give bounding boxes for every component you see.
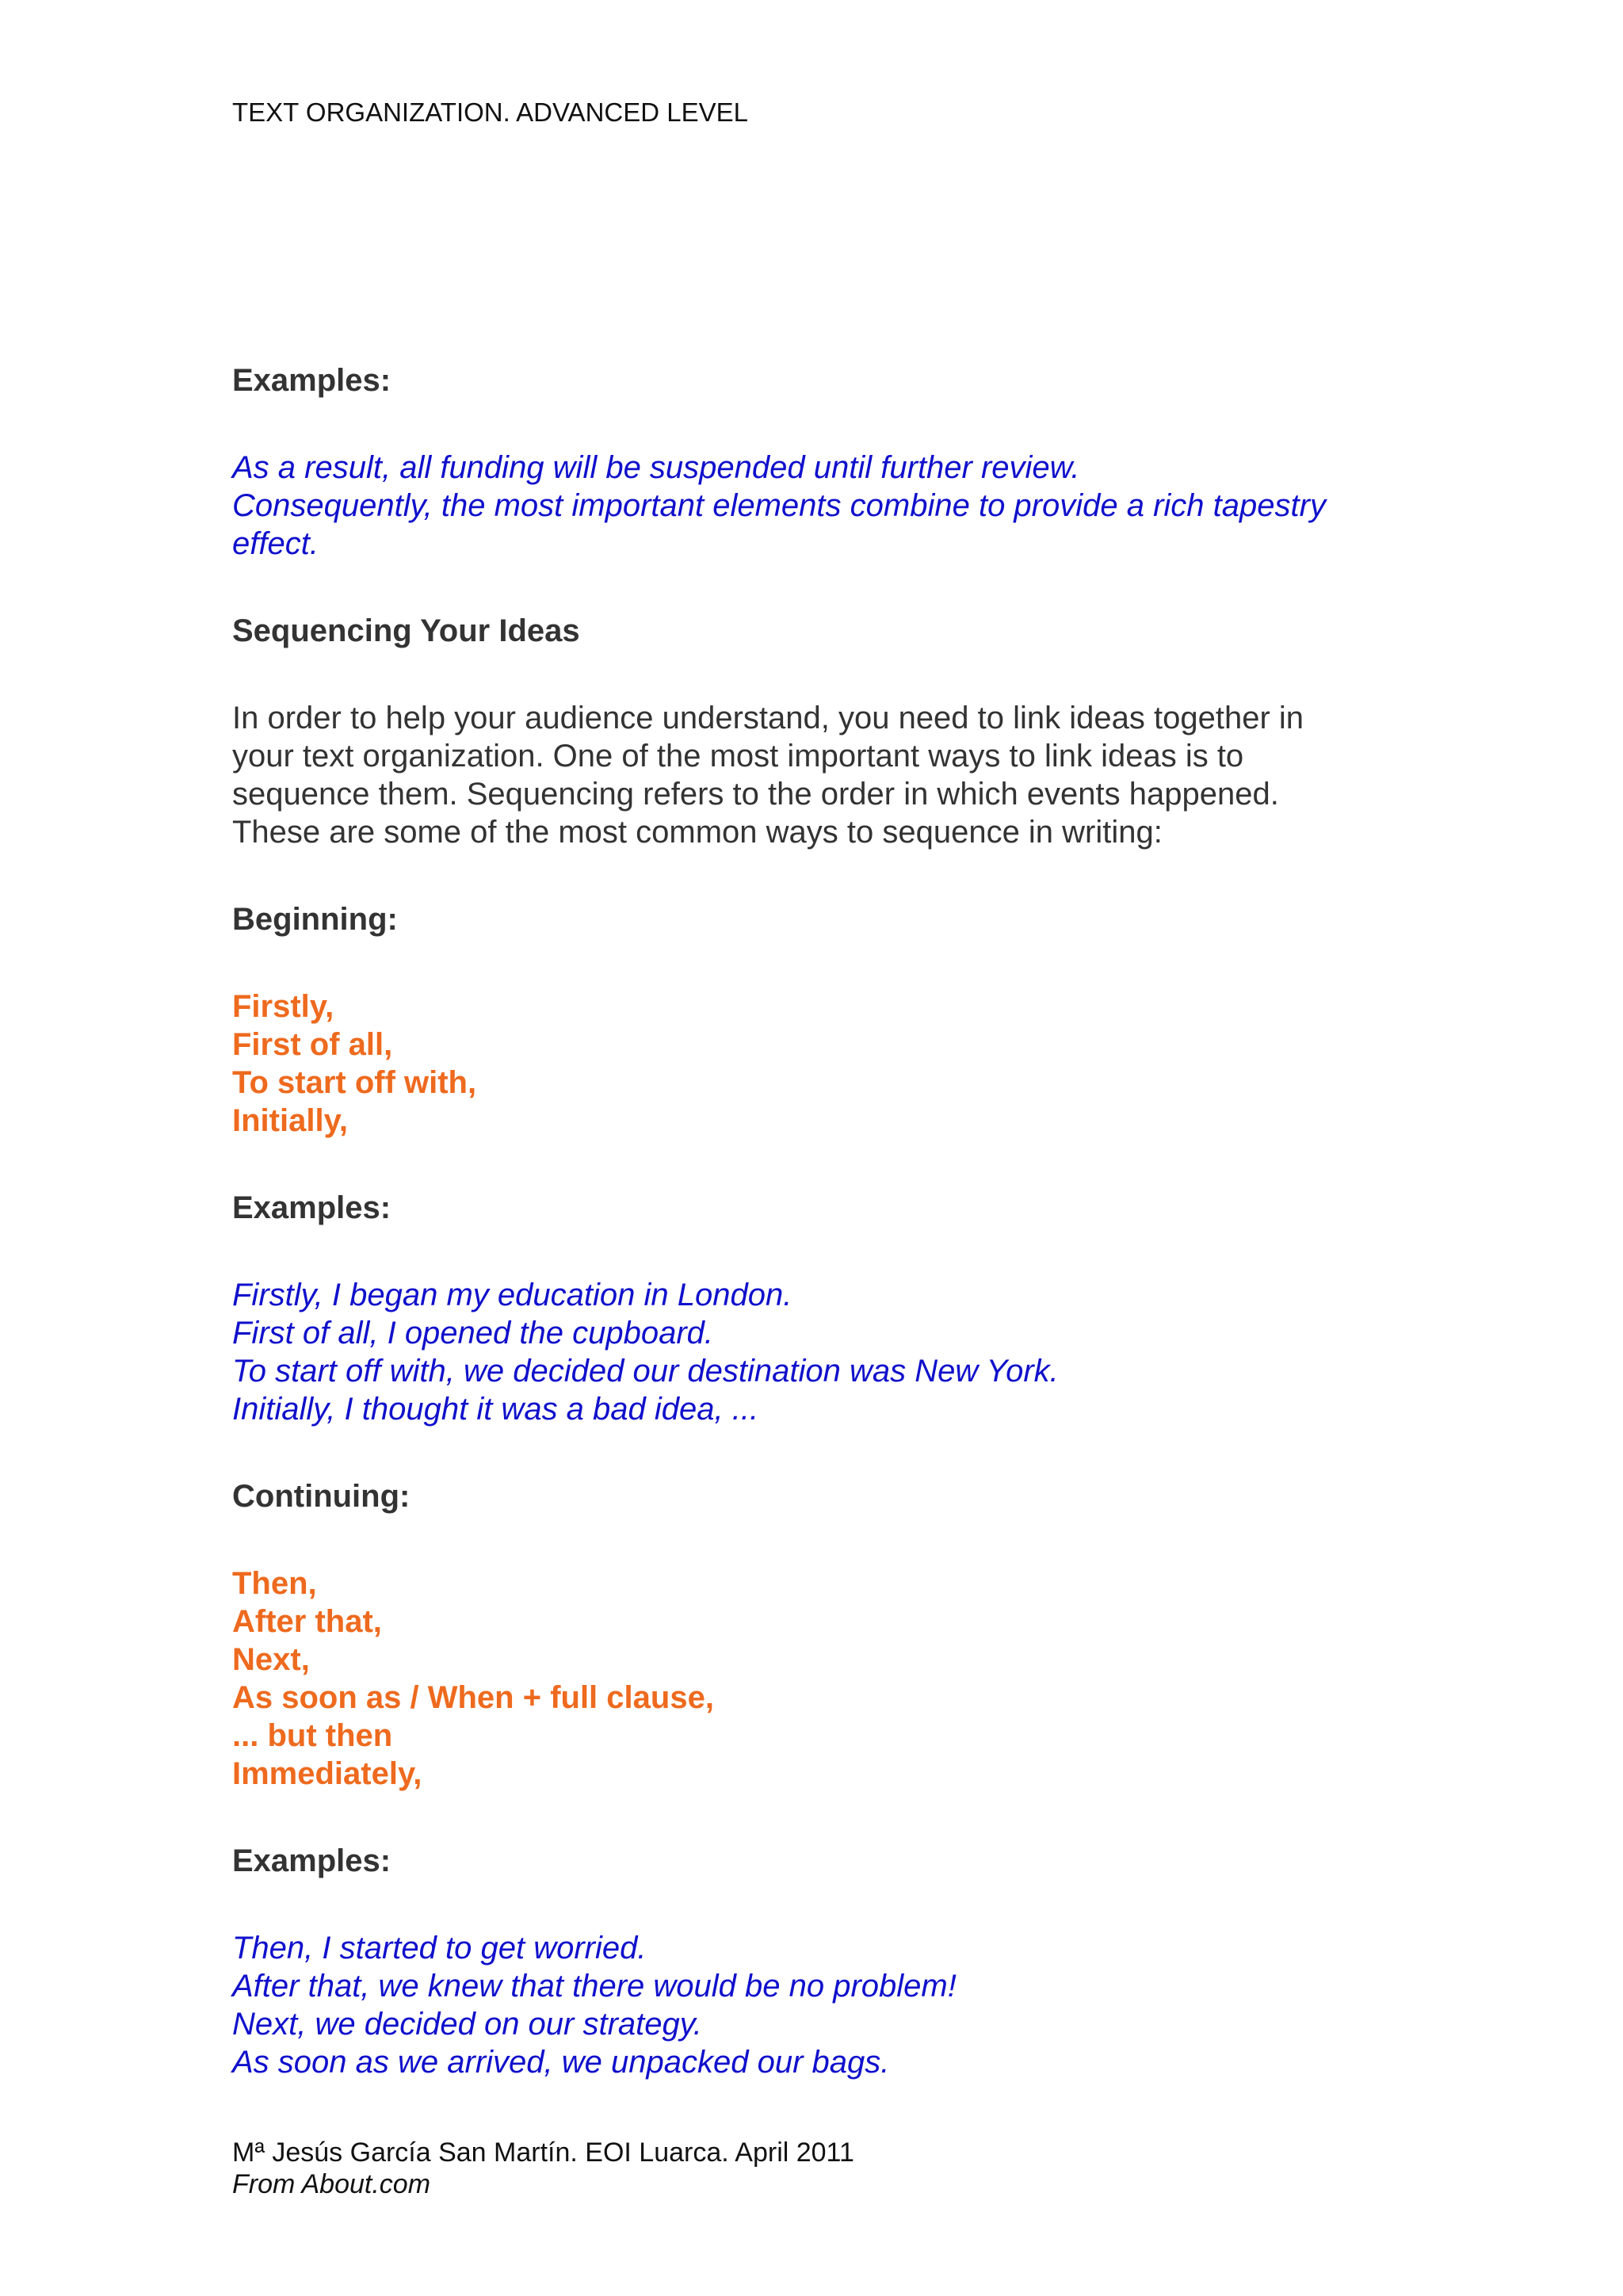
example-sentence: Consequently, the most important elements combine to provide a rich tapestry xyxy=(232,488,1326,523)
connector-phrase: Firstly, xyxy=(232,989,334,1024)
paragraph-line: In order to help your audience understand, you need to link ideas together in xyxy=(232,701,1304,735)
connector-phrase: Initially, xyxy=(232,1103,348,1138)
examples-list-2 xyxy=(232,1276,1389,1428)
examples-heading-2: Examples: xyxy=(232,1190,391,1225)
document-content xyxy=(232,361,1389,2081)
connector-phrase: Immediately, xyxy=(232,1756,422,1791)
example-sentence: After that, we knew that there would be no problem! xyxy=(232,1969,957,2004)
page-footer xyxy=(232,2137,854,2200)
connector-phrase: ... but then xyxy=(232,1718,393,1753)
example-sentence: Firstly, I began my education in London. xyxy=(232,1278,792,1312)
example-sentence: As a result, all funding will be suspended until further review. xyxy=(232,450,1080,485)
page-header-title: TEXT ORGANIZATION. ADVANCED LEVEL xyxy=(232,97,748,127)
sequencing-paragraph xyxy=(232,699,1389,851)
example-sentence: First of all, I opened the cupboard. xyxy=(232,1316,714,1350)
connector-phrase: As soon as / When + full clause, xyxy=(232,1680,714,1715)
connector-phrase: To start off with, xyxy=(232,1065,477,1100)
example-sentence: To start off with, we decided our destination was New York. xyxy=(232,1354,1059,1389)
connector-phrase: First of all, xyxy=(232,1027,393,1062)
examples-list-3 xyxy=(232,1929,1389,2081)
beginning-heading: Beginning: xyxy=(232,902,398,937)
beginning-connectors xyxy=(232,988,1389,1140)
continuing-heading: Continuing: xyxy=(232,1479,411,1514)
example-sentence: Initially, I thought it was a bad idea, ... xyxy=(232,1392,759,1427)
footer-author: Mª Jesús García San Martín. EOI Luarca. April 2011 xyxy=(232,2137,854,2168)
example-sentence: Then, I started to get worried. xyxy=(232,1931,647,1966)
example-sentence: effect. xyxy=(232,526,319,561)
paragraph-line: sequence them. Sequencing refers to the order in which events happened. xyxy=(232,777,1279,812)
example-sentence: Next, we decided on our strategy. xyxy=(232,2007,702,2042)
examples-list-1 xyxy=(232,449,1389,563)
paragraph-line: your text organization. One of the most important ways to link ideas is to xyxy=(232,739,1244,774)
footer-source: From About.com xyxy=(232,2169,431,2199)
examples-heading-1: Examples: xyxy=(232,363,391,398)
sequencing-heading: Sequencing Your Ideas xyxy=(232,613,580,648)
examples-heading-3: Examples: xyxy=(232,1843,391,1878)
continuing-connectors xyxy=(232,1564,1389,1793)
paragraph-line: These are some of the most common ways to sequence in writing: xyxy=(232,815,1163,850)
connector-phrase: After that, xyxy=(232,1604,382,1639)
example-sentence: As soon as we arrived, we unpacked our bags. xyxy=(232,2045,890,2080)
connector-phrase: Next, xyxy=(232,1642,310,1677)
connector-phrase: Then, xyxy=(232,1566,317,1601)
